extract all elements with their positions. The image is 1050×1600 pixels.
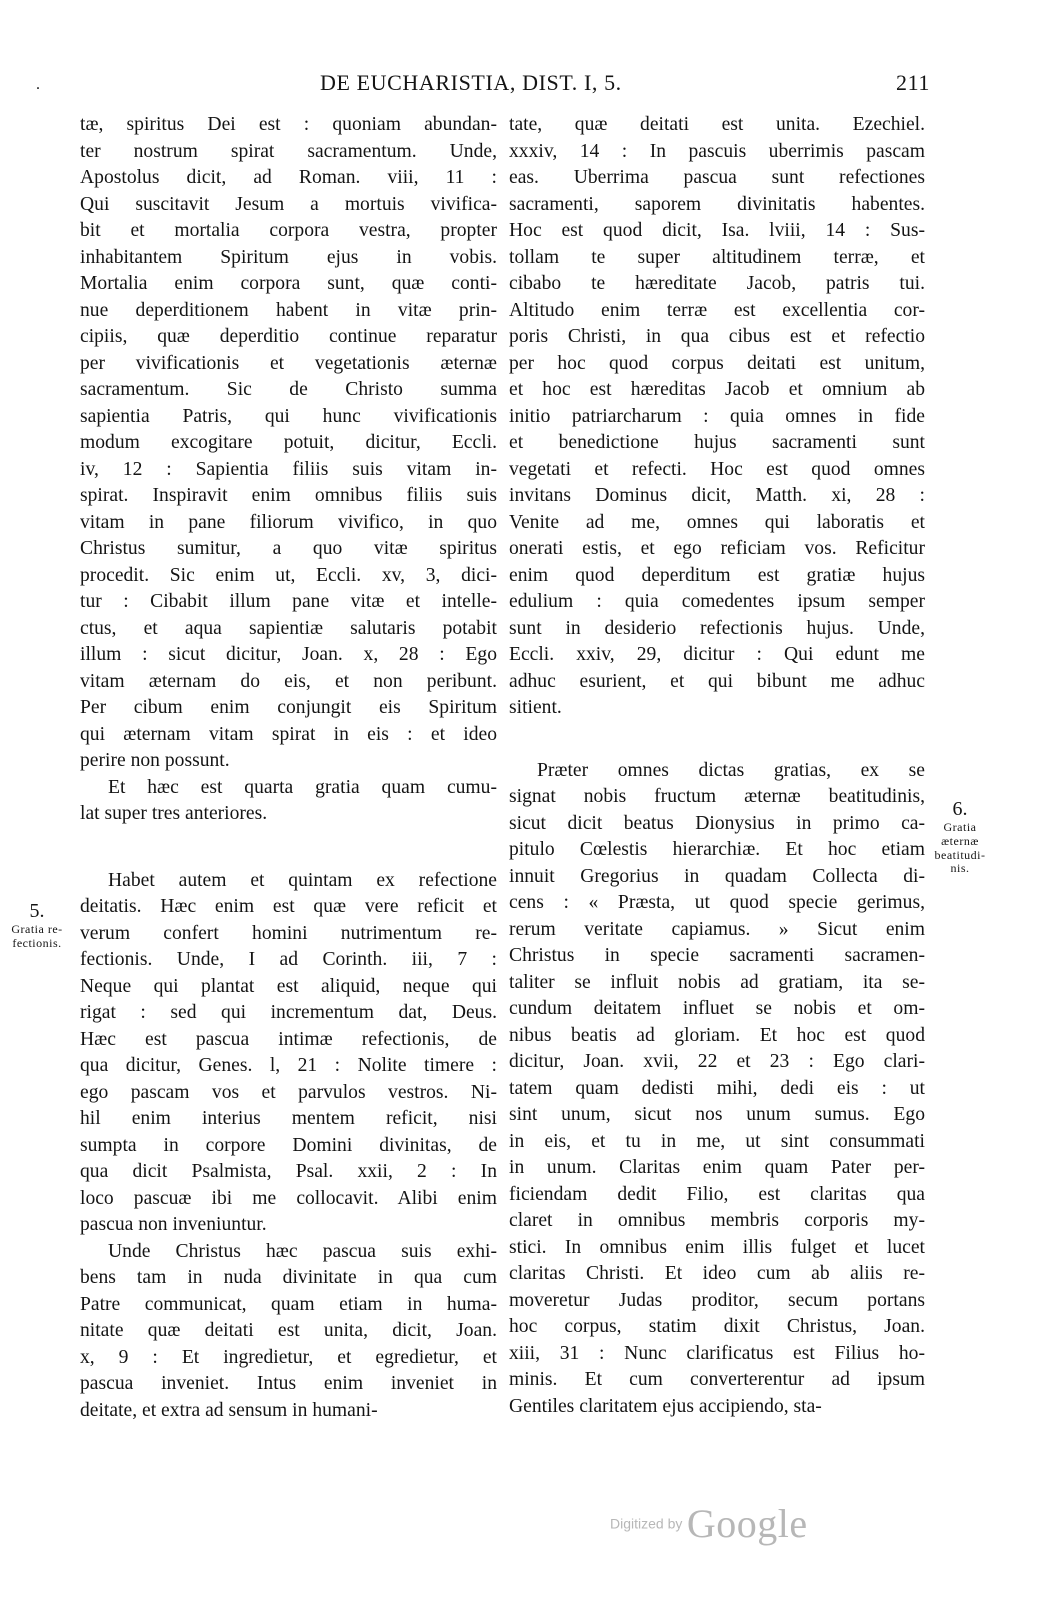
left-paragraph-3	[80, 868, 497, 1239]
text-line: rerum veritate capiamus. » Sicut enim	[509, 918, 925, 940]
text-line: rigat : sed qui incrementum dat, Deus.	[80, 1002, 497, 1023]
right-paragraph-2	[509, 758, 925, 1421]
text-line: Præter omnes dictas gratias, ex se	[537, 759, 925, 781]
text-line: loco pascuæ ibi me collocavit. Alibi enim	[80, 1187, 497, 1209]
text-line: ficiendam dedit Filio, est claritas qua	[509, 1183, 925, 1205]
margin-section-label: beatitudi-	[934, 847, 986, 862]
text-line: claret in omnibus membris corporis my-	[509, 1210, 925, 1231]
margin-note-section-5	[6, 900, 68, 951]
text-line: inhabitantem Spiritum ejus in vobis.	[80, 246, 497, 268]
left-paragraph-2	[80, 775, 497, 828]
google-logo: Google	[686, 1501, 808, 1546]
text-line: per hoc quod corpus deitati est unitum,	[509, 352, 925, 374]
text-line: Hoc est quod dicit, Isa. lviii, 14 : Sus-	[509, 220, 925, 241]
text-line: ctus, et aqua sapientiæ salutaris potabit	[80, 617, 497, 639]
text-line: qua dicit Psalmista, Psal. xxii, 2 : In	[80, 1161, 497, 1182]
text-line: iv, 12 : Sapientia filiis suis vitam in-	[80, 458, 497, 480]
text-line: sacramenti, saporem divinitatis habentes.	[509, 193, 925, 215]
text-line: Mortalia enim corpora sunt, quæ conti-	[80, 273, 497, 294]
left-paragraph-1	[80, 112, 497, 775]
text-line: tate, quæ deitati est unita. Ezechiel.	[509, 114, 925, 135]
text-line: ego pascam vos et parvulos vestros. Ni-	[80, 1081, 497, 1103]
text-line: et benedictione hujus sacramenti sunt	[509, 432, 925, 453]
right-column	[509, 112, 925, 1420]
text-line: poris Christi, in qua cibus est et refectio	[509, 326, 925, 347]
text-line: cundum deitatem influet se nobis et om-	[509, 998, 925, 1019]
digitized-by-text: Digitized by	[610, 1515, 683, 1532]
text-line: ter nostrum spirat sacramentum. Unde,	[80, 140, 497, 162]
text-line: Unde Christus hæc pascua suis exhi-	[108, 1240, 497, 1262]
text-line: x, 9 : Et ingredietur, et egredietur, et	[80, 1346, 497, 1368]
text-line: dicitur, Joan. xvii, 22 et 23 : Ego clari-	[509, 1051, 925, 1072]
text-line: per vivificationis et vegetationis æternæ	[80, 352, 497, 374]
text-line: cibabo te hæreditate Jacob, patris tui.	[509, 273, 925, 294]
text-line: hoc corpus, statim dixit Christus, Joan.	[509, 1316, 925, 1337]
text-line: initio patriarcharum : quia omnes in fide	[509, 405, 925, 427]
text-line: in eis, et tu in me, ut sint consummati	[509, 1130, 925, 1152]
text-line: enim quod deperditum est gratiæ hujus	[509, 564, 925, 586]
text-line: eas. Uberrima pascua sunt refectiones	[509, 167, 925, 188]
left-paragraph-4	[80, 1239, 497, 1425]
text-line: onerati estis, et ego reficiam vos. Reficitur	[509, 538, 925, 559]
margin-section-label: Gratia	[943, 820, 977, 834]
text-line: illum : sicut dicitur, Joan. x, 28 : Ego	[80, 644, 497, 665]
text-line: pascua inveniet. Intus enim inveniet in	[80, 1373, 497, 1394]
text-line: Apostolus dicit, ad Roman. viii, 11 :	[80, 167, 497, 188]
text-line: signat nobis fructum æternæ beatitudinis,	[509, 786, 925, 807]
text-line: sumpta in corpore Domini divinitas, de	[80, 1134, 497, 1156]
text-line: fectionis. Unde, I ad Corinth. iii, 7 :	[80, 949, 497, 970]
text-line: sitient.	[509, 697, 562, 718]
text-line: nue deperditionem habent in vitæ prin-	[80, 299, 497, 321]
text-line: deitate, et extra ad sensum in humani-	[80, 1399, 378, 1421]
text-line: Qui suscitavit Jesum a mortuis vivifica-	[80, 193, 497, 215]
page-number: 211	[896, 70, 930, 95]
digitization-watermark	[610, 1500, 808, 1547]
text-line: vegetati et refecti. Hoc est quod omnes	[509, 458, 925, 480]
text-line: sint unum, sicut nos unum sumus. Ego	[509, 1104, 925, 1125]
text-line: et hoc est hæreditas Jacob et omnium ab	[509, 379, 925, 400]
text-line: moveretur Judas proditor, secum portans	[509, 1289, 925, 1311]
text-line: modum excogitare potuit, dicitur, Eccli.	[80, 432, 497, 453]
text-line: xiii, 31 : Nunc clarificatus est Filius ho-	[509, 1342, 925, 1364]
margin-section-label: æternæ	[941, 833, 979, 848]
text-line: Gentiles claritatem ejus accipiendo, sta-	[509, 1395, 822, 1417]
margin-section-label: fectionis.	[12, 935, 62, 950]
text-line: vitam in pane filiorum vivifico, in quo	[80, 511, 497, 533]
margin-note-section-6	[925, 798, 995, 876]
text-line: vitam æternam do eis, et non peribunt.	[80, 670, 497, 692]
margin-section-label: nis.	[950, 861, 970, 876]
text-line: tur : Cibabit illum pane vitæ et intelle-	[80, 591, 497, 612]
text-line: Altitudo enim terræ est excellentia cor-	[509, 299, 925, 321]
text-line: taliter se influit nobis ad gratiam, ita se-	[509, 971, 925, 993]
left-column	[80, 112, 497, 1424]
running-title: DE EUCHARISTIA, DIST. I, 5.	[320, 70, 622, 95]
section-gap	[80, 828, 497, 868]
text-line: hil enim interius mentem reficit, nisi	[80, 1108, 497, 1129]
text-line: in unum. Claritas enim quam Pater per-	[509, 1157, 925, 1178]
text-line: sapientia Patris, qui hunc vivificationis	[80, 405, 497, 427]
text-line: edulium : quia comedentes ipsum semper	[509, 591, 925, 612]
text-line: invitans Dominus dicit, Matth. xi, 28 :	[509, 485, 925, 506]
text-line: nibus beatis ad gloriam. Et hoc est quod	[509, 1024, 925, 1046]
text-line: Christus sumitur, a quo vitæ spiritus	[80, 538, 497, 559]
text-line: nitate quæ deitati est unita, dicit, Joan.	[80, 1320, 497, 1341]
text-line: cipiis, quæ deperditio continue reparatur	[80, 326, 497, 347]
text-line: tæ, spiritus Dei est : quoniam abundan-	[80, 114, 497, 135]
text-line: perire non possunt.	[80, 750, 230, 771]
text-line: minis. Et cum converterentur ad ipsum	[509, 1369, 925, 1390]
text-line: Per cibum enim conjungit eis Spiritum	[80, 697, 497, 718]
text-line: procedit. Sic enim ut, Eccli. xv, 3, dici-	[80, 564, 497, 586]
text-line: tatem quam dedisti mihi, dedi eis : ut	[509, 1077, 925, 1099]
text-line: Eccli. xxiv, 29, dicitur : Qui edunt me	[509, 644, 925, 665]
text-line: Christus in specie sacramenti sacramen-	[509, 945, 925, 966]
text-line: sacramentum. Sic de Christo summa	[80, 379, 497, 400]
margin-section-number: 5.	[29, 900, 45, 922]
text-line: Venite ad me, omnes qui laboratis et	[509, 511, 925, 533]
text-line: Hæc est pascua intimæ refectionis, de	[80, 1028, 497, 1050]
text-line: sunt in desiderio refectionis hujus. Unde,	[509, 617, 925, 639]
text-line: stici. In omnibus enim illis fulget et lucet	[509, 1236, 925, 1258]
text-line: pascua non inveniuntur.	[80, 1214, 267, 1235]
text-line: cens : « Præsta, ut quod specie gerimus,	[509, 892, 925, 913]
text-line: bit et mortalia corpora vestra, propter	[80, 220, 497, 241]
text-line: pitulo Cœlestis hierarchiæ. Et hoc etiam	[509, 839, 925, 860]
text-line: Neque qui plantat est aliquid, neque qui	[80, 975, 497, 997]
text-line: adhuc esurient, et qui bibunt me adhuc	[509, 670, 925, 692]
text-line: innuit Gregorius in quadam Collecta di-	[509, 865, 925, 887]
text-line: deitatis. Hæc enim est quæ vere reficit et	[80, 896, 497, 917]
text-line: sicut dicit beatus Dionysius in primo ca-	[509, 812, 925, 834]
text-line: Patre communicat, quam etiam in huma-	[80, 1293, 497, 1315]
text-line: lat super tres anteriores.	[80, 803, 268, 824]
section-gap	[509, 722, 925, 758]
text-line: qui æternam vitam spirat in eis : et ideo	[80, 723, 497, 745]
text-line: tollam te super altitudinem terræ, et	[509, 246, 925, 268]
margin-section-number: 6.	[952, 798, 968, 820]
right-paragraph-1	[509, 112, 925, 722]
header-mark: .	[36, 76, 41, 93]
text-line: Et hæc est quarta gratia quam cumu-	[108, 776, 497, 798]
text-line: bens tam in nuda divinitate in qua cum	[80, 1267, 497, 1288]
text-line: Habet autem et quintam ex refectione	[108, 869, 497, 891]
text-line: xxxiv, 14 : In pascuis uberrimis pascam	[509, 140, 925, 162]
text-line: qua dicitur, Genes. l, 21 : Nolite timere :	[80, 1055, 497, 1076]
text-line: claritas Christi. Et ideo cum ab aliis re-	[509, 1263, 925, 1284]
text-line: verum confert homini nutrimentum re-	[80, 922, 497, 944]
margin-section-label: Gratia re-	[11, 922, 63, 936]
text-line: spirat. Inspiravit enim omnibus filiis suis	[80, 485, 497, 506]
